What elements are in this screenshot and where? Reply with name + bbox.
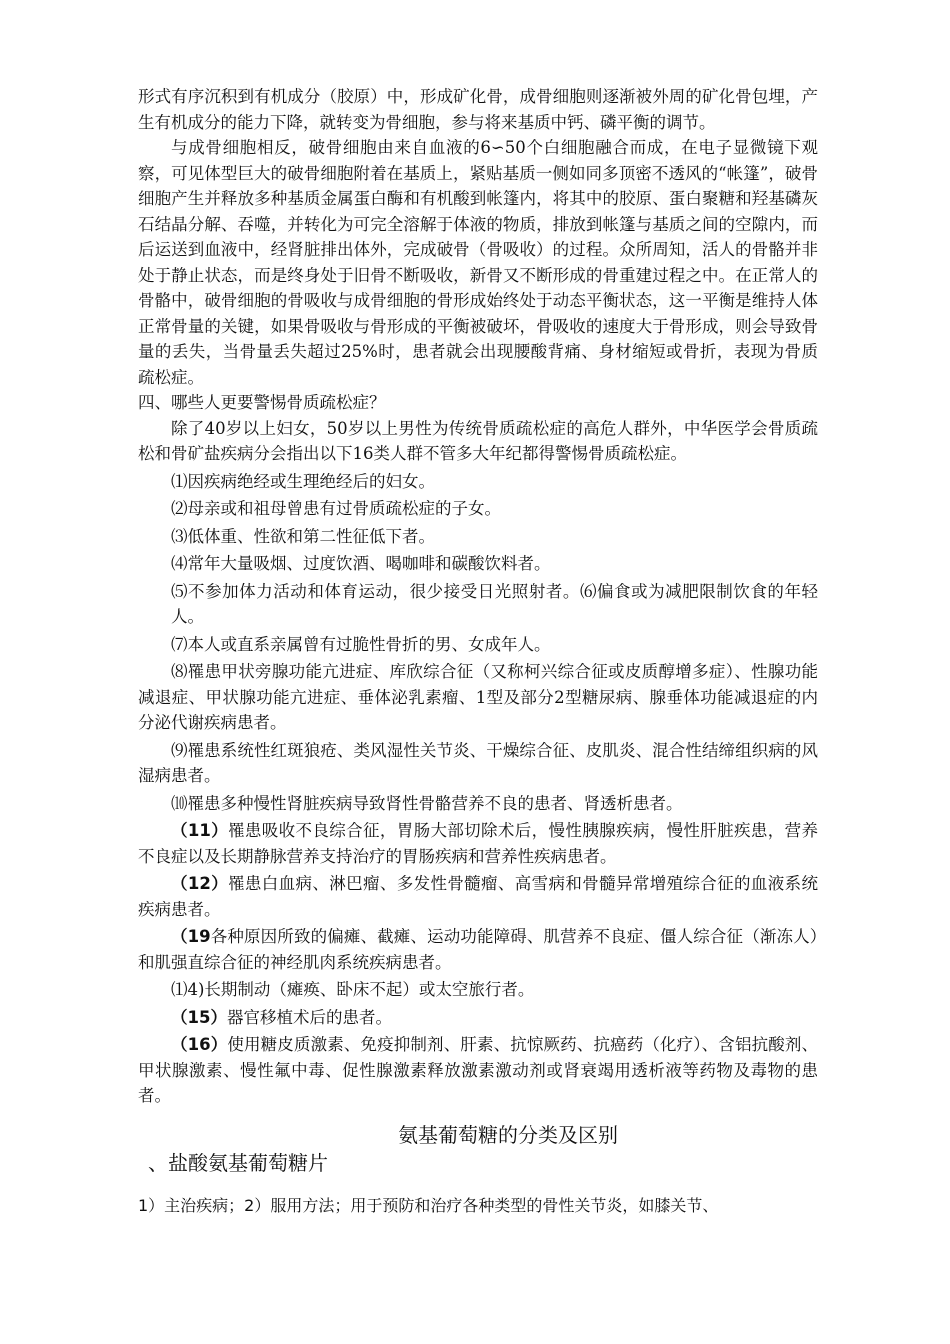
list-item-4: ⑷常年大量吸烟、过度饮酒、喝咖啡和碳酸饮料者。 xyxy=(171,554,551,573)
list-item-number: （19 xyxy=(171,927,211,946)
list-item-number: （15） xyxy=(171,1007,227,1027)
list-item-12 xyxy=(138,871,818,922)
list-item-15 xyxy=(138,1005,818,1031)
list-item-text: ⑴4)长期制动（瘫痪、卧床不起）或太空旅行者。 xyxy=(171,980,535,999)
list-item-1: ⑴因疾病绝经或生理绝经后的妇女。 xyxy=(171,471,435,491)
list-item-7: ⑺本人或直系亲属曾有过脆性骨折的男、女成年人。 xyxy=(171,634,551,654)
list-item-number: （16） xyxy=(171,1035,228,1054)
list-item-9: ⑼罹患系统性红斑狼疮、类风湿性关节炎、干燥综合征、皮肌炎、混合性结缔组织病的风湿病患者。 xyxy=(138,740,818,785)
paragraph-osteoclast: 与成骨细胞相反，破骨细胞由来自血液的6∽50个白细胞融合而成，在电子显微镜下观察，可见体型巨大的破骨细胞附着在基质上，紧贴基质一侧如同多顶密不透风的“帐篷”，破骨细胞产生并释放多种基质金属蛋白酶和有机酸到帐篷内，将其中的胶原、蛋白聚糖和羟基磷灰石结晶分解、吞噬，并转化为可完全溶解于体液的物质，排放到帐篷与基质之间的空隙内，而后运送到血液中，经肾脏排出体外，完成破骨（骨吸收）的过程。众所周知，活人的骨骼并非处于静止状态，而是终身处于旧骨不断吸收，新骨又不断形成的骨重建过程之中。在正常人的骨骼中，破骨细胞的骨吸收与成骨细胞的骨形成始终处于动态平衡状态，这一平衡是维持人体正常骨量的关键，如果骨吸收与骨形成的平衡被破坏，骨吸收的速度大于骨形成，则会导致骨量的丢失，当骨量丢失超过25%时，患者就会出现腰酸背痛、身材缩短或骨折，表现为骨质疏松症。 xyxy=(138,138,818,387)
list-item-text: 器官移植术后的患者。 xyxy=(226,1007,392,1027)
section-title: 氨基葡萄糖的分类及区别 xyxy=(398,1122,618,1147)
list-item-3: ⑶低体重、性欲和第二性征低下者。 xyxy=(171,526,435,546)
paragraph-usage: 1）主治疾病；2）服用方法；用于预防和治疗各种类型的骨性关节炎，如膝关节、 xyxy=(138,1195,719,1215)
list-item-8: ⑻罹患甲状旁腺功能亢进症、库欣综合征（又称柯兴综合征或皮质醇增多症）、性腺功能减退症、甲状腺功能亢进症、垂体泌乳素瘤、1型及部分2型糖尿病、腺垂体功能减退症的内分泌代谢疾病患者。 xyxy=(138,662,818,732)
section-subtitle: 、盐酸氨基葡萄糖片 xyxy=(148,1150,328,1175)
list-item-11 xyxy=(138,818,818,869)
list-item-10: ⑽罹患多种慢性肾脏疾病导致肾性骨骼营养不良的患者、肾透析患者。 xyxy=(171,793,683,813)
section-heading-4: 四、哪些人更要警惕骨质疏松症？ xyxy=(138,393,386,412)
list-item-14 xyxy=(138,977,818,1003)
paragraph-osteoblast: 形式有序沉积到有机成分（胶原）中，形成矿化骨，成骨细胞则逐渐被外周的矿化骨包埋，产生有机成分的能力下降，就转变为骨细胞，参与将来基质中钙、磷平衡的调节。 xyxy=(138,87,818,132)
paragraph-risk-groups: 除了40岁以上妇女，50岁以上男性为传统骨质疏松症的高危人群外，中华医学会骨质疏松和骨矿盐疾病分会指出以下16类人群不管多大年纪都得警惕骨质疏松症。 xyxy=(138,418,818,463)
list-item-number: （11） xyxy=(171,821,229,840)
list-item-13 xyxy=(138,924,818,975)
list-item-text: 罹患白血病、淋巴瘤、多发性骨髓瘤、高雪病和骨髓异常增殖综合征的血液系统疾病患者。 xyxy=(138,874,818,919)
list-item-5-6: ⑸不参加体力活动和体育运动，很少接受日光照射者。⑹偏食或为减肥限制饮食的年轻人。 xyxy=(171,581,818,626)
list-item-number: （12） xyxy=(171,874,229,893)
list-item-text: 各种原因所致的偏瘫、截瘫、运动功能障碍、肌营养不良症、僵人综合征（渐冻人）和肌强直综合征的神经肌肉系统疾病患者。 xyxy=(138,927,819,972)
list-item-16 xyxy=(138,1032,818,1109)
list-item-text: 罹患吸收不良综合征，胃肠大部切除术后，慢性胰腺疾病，慢性肝脏疾患，营养不良症以及长期静脉营养支持治疗的胃肠疾病和营养性疾病患者。 xyxy=(138,821,818,866)
list-item-2: ⑵母亲或和祖母曾患有过骨质疏松症的子女。 xyxy=(171,499,501,518)
list-item-text: 使用糖皮质激素、免疫抑制剂、肝素、抗惊厥药、抗癌药（化疗）、含铝抗酸剂、甲状腺激素、慢性氟中毒、促性腺激素释放激素激动剂或肾衰竭用透析液等药物及毒物的患者。 xyxy=(138,1035,819,1105)
document-page xyxy=(138,84,818,1218)
